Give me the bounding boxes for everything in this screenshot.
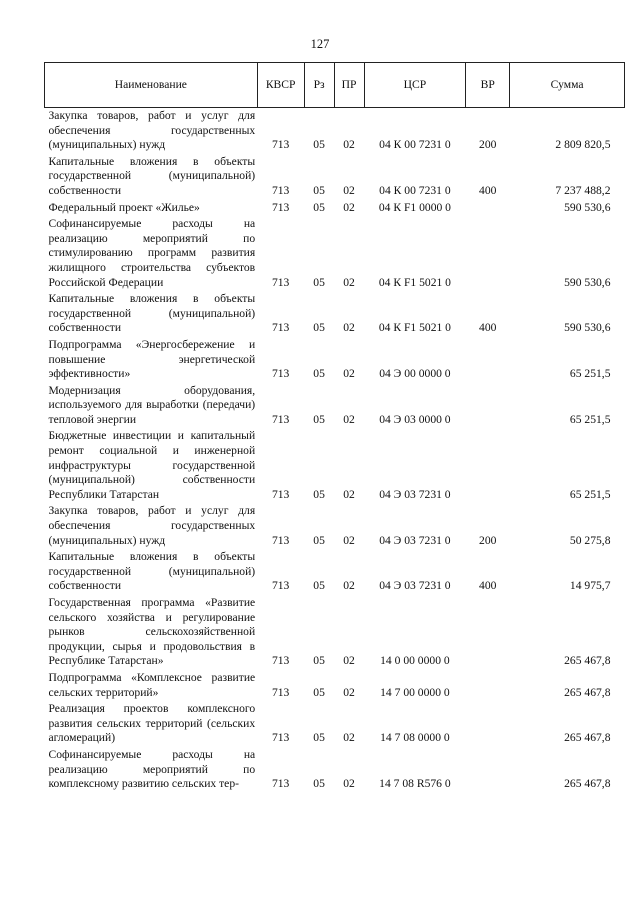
cell-csr: 04 Э 03 7231 0 — [379, 487, 451, 501]
header-kvsr: КВСР — [257, 63, 304, 108]
table-row — [45, 291, 625, 337]
cell-rz: 05 — [313, 487, 325, 501]
cell-sum: 65 251,5 — [569, 367, 611, 381]
cell-name: Государственная программа «Развитие сельского хозяйства и регулирование рынков сельскохозяйственной продукции, сырья и продовольствия в Республике Татарстан» — [48, 596, 256, 668]
table-row — [45, 701, 625, 747]
cell-name: Модернизация оборудования, используемого для выработки (передачи) тепловой энергии — [48, 383, 256, 426]
cell-pr: 02 — [343, 533, 355, 547]
cell-sum: 7 237 488,2 — [555, 183, 611, 197]
cell-kvsr: 713 — [271, 367, 290, 381]
cell-csr: 04 Э 03 7231 0 — [379, 579, 451, 593]
cell-kvsr: 713 — [271, 200, 290, 214]
cell-rz: 05 — [313, 138, 325, 152]
table-row — [45, 428, 625, 503]
cell-csr: 04 Э 00 0000 0 — [379, 367, 451, 381]
cell-rz: 05 — [313, 654, 325, 668]
cell-rz: 05 — [313, 412, 325, 426]
cell-vr — [466, 383, 510, 429]
cell-pr: 02 — [343, 777, 355, 791]
cell-kvsr: 713 — [271, 183, 290, 197]
table-row — [45, 337, 625, 383]
cell-name: Софинансируемые расходы на реализацию мероприятий по комплексному развитию сельских тер- — [48, 747, 256, 791]
cell-csr: 04 Э 03 0000 0 — [379, 412, 451, 426]
cell-csr: 04 К 00 7231 0 — [379, 183, 451, 197]
cell-kvsr: 713 — [271, 321, 290, 335]
cell-name: Федеральный проект «Жилье» — [48, 200, 200, 214]
cell-csr: 14 7 08 R576 0 — [379, 777, 451, 791]
cell-vr — [466, 595, 510, 670]
cell-vr: 400 — [479, 183, 497, 197]
cell-pr: 02 — [343, 200, 355, 214]
header-pr: ПР — [334, 63, 364, 108]
cell-vr: 200 — [479, 138, 497, 152]
cell-vr — [466, 337, 510, 383]
cell-csr: 04 К 00 7231 0 — [379, 138, 451, 152]
cell-sum: 265 467,8 — [564, 777, 611, 791]
cell-rz: 05 — [313, 200, 325, 214]
cell-kvsr: 713 — [271, 731, 290, 745]
cell-name: Капитальные вложения в объекты государственной (муниципальной) собственности — [48, 292, 256, 335]
cell-sum: 590 530,6 — [564, 200, 611, 214]
cell-csr: 04 К F1 5021 0 — [378, 321, 451, 335]
cell-sum: 50 275,8 — [569, 533, 611, 547]
cell-sum: 265 467,8 — [564, 731, 611, 745]
table-row — [45, 216, 625, 291]
cell-csr: 14 7 00 0000 0 — [380, 685, 450, 699]
cell-rz: 05 — [313, 321, 325, 335]
header-name: Наименование — [45, 63, 258, 108]
cell-vr — [466, 670, 510, 701]
table-body — [45, 108, 625, 793]
cell-pr: 02 — [343, 731, 355, 745]
cell-csr: 04 Э 03 7231 0 — [379, 533, 451, 547]
cell-pr: 02 — [343, 183, 355, 197]
cell-vr: 400 — [479, 321, 497, 335]
table-row — [45, 503, 625, 549]
cell-sum: 265 467,8 — [564, 654, 611, 668]
cell-name: Реализация проектов комплексного развития сельских территорий (сельских агломераций) — [48, 702, 256, 745]
cell-pr: 02 — [343, 654, 355, 668]
cell-vr — [466, 747, 510, 793]
cell-pr: 02 — [343, 685, 355, 699]
header-rz: Рз — [304, 63, 334, 108]
cell-rz: 05 — [313, 275, 325, 289]
cell-kvsr: 713 — [271, 412, 290, 426]
cell-csr: 14 0 00 0000 0 — [380, 654, 450, 668]
cell-kvsr: 713 — [271, 579, 290, 593]
cell-name: Капитальные вложения в объекты государственной (муниципальной) собственности — [48, 550, 256, 593]
cell-vr — [466, 701, 510, 747]
cell-pr: 02 — [343, 579, 355, 593]
table-row — [45, 154, 625, 200]
header-vr: ВР — [466, 63, 510, 108]
cell-name: Бюджетные инвестиции и капитальный ремонт социальной и инженерной инфраструктуры государственной (муниципальной) собственности Республики Татарстан — [48, 429, 256, 501]
cell-csr: 04 К F1 0000 0 — [378, 200, 451, 214]
cell-rz: 05 — [313, 367, 325, 381]
cell-rz: 05 — [313, 533, 325, 547]
cell-sum: 590 530,6 — [564, 275, 611, 289]
cell-name: Софинансируемые расходы на реализацию мероприятий по стимулированию программ развития жилищного строительства субъектов Российской Федерации — [48, 217, 256, 289]
cell-sum: 590 530,6 — [564, 321, 611, 335]
table-header-row — [45, 63, 625, 108]
header-sum: Сумма — [510, 63, 625, 108]
table-row — [45, 595, 625, 670]
cell-rz: 05 — [313, 685, 325, 699]
cell-kvsr: 713 — [271, 275, 290, 289]
cell-name: Подпрограмма «Энергосбережение и повышение энергетической эффективности» — [48, 337, 256, 381]
cell-sum: 65 251,5 — [569, 487, 611, 501]
cell-kvsr: 713 — [271, 777, 290, 791]
cell-sum: 14 975,7 — [569, 579, 611, 593]
cell-pr: 02 — [343, 487, 355, 501]
table-row — [45, 670, 625, 701]
cell-kvsr: 713 — [271, 654, 290, 668]
cell-rz: 05 — [313, 183, 325, 197]
budget-table — [44, 62, 625, 793]
cell-rz: 05 — [313, 777, 325, 791]
cell-pr: 02 — [343, 321, 355, 335]
cell-vr: 400 — [479, 579, 497, 593]
cell-vr: 200 — [479, 533, 497, 547]
cell-sum: 265 467,8 — [564, 685, 611, 699]
table-row — [45, 383, 625, 429]
cell-rz: 05 — [313, 731, 325, 745]
cell-pr: 02 — [343, 138, 355, 152]
cell-rz: 05 — [313, 579, 325, 593]
cell-name: Подпрограмма «Комплексное развитие сельских территорий» — [48, 670, 256, 699]
cell-pr: 02 — [343, 412, 355, 426]
cell-kvsr: 713 — [271, 487, 290, 501]
cell-pr: 02 — [343, 275, 355, 289]
cell-kvsr: 713 — [271, 138, 290, 152]
cell-kvsr: 713 — [271, 685, 290, 699]
cell-name: Закупка товаров, работ и услуг для обеспечения государственных (муниципальных) нужд — [48, 504, 256, 547]
table-row — [45, 747, 625, 793]
cell-sum: 2 809 820,5 — [555, 138, 611, 152]
cell-kvsr: 713 — [271, 533, 290, 547]
cell-pr: 02 — [343, 367, 355, 381]
cell-name: Капитальные вложения в объекты государственной (муниципальной) собственности — [48, 154, 256, 197]
cell-vr — [466, 200, 510, 217]
cell-csr: 04 К F1 5021 0 — [378, 275, 451, 289]
cell-vr — [466, 216, 510, 291]
cell-name: Закупка товаров, работ и услуг для обеспечения государственных (муниципальных) нужд — [48, 109, 256, 152]
cell-sum: 65 251,5 — [569, 412, 611, 426]
table-row — [45, 200, 625, 217]
page-number: 127 — [310, 37, 330, 51]
cell-csr: 14 7 08 0000 0 — [380, 731, 450, 745]
table-row — [45, 549, 625, 595]
table-row — [45, 108, 625, 154]
cell-vr — [466, 428, 510, 503]
header-csr: ЦСР — [364, 63, 466, 108]
